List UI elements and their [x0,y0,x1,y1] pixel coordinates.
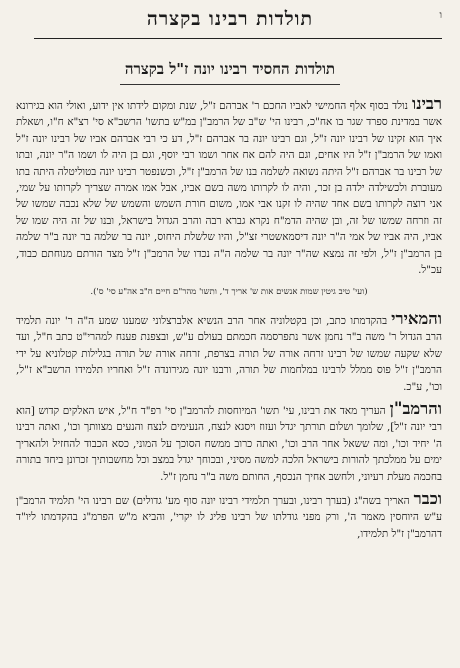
body-text [16,96,442,660]
paragraph-text: העריך מאד את רבינו, עי' תשו' המיוחסות להרמב"ן סי' רפ"ד ח"ל, איש האלקים קדוש [הוא רבי יונה ז"ל], שלומך ושלום תורתך יגדל ועזוז ויסגא לנצח, הנעימים לנצח והנעים מצוותך וכו', ואתה רבינו ה' יחיד וכו', ומה ששאל אחר הרב וכו', ואתה כרוב ממשח הסוכך על המוני, כסא הכבוד להחזיל ולהאריך ימים על ממלכתך להורות בישראל הלכה למשה מסיני, ובכוחך יגדל במצב וכל מחשבותיך זכרונן ביחד בתורה בחכמה מעלת רעיוני, ולחשב אחיך הנכסף, החותם משה ב"ר נחמן ז"ל. [16,404,442,483]
running-header: תולדות רבינו בקצרה [146,8,314,30]
paragraph [16,308,442,395]
paragraph-text: האריך בשה"ג (בערך רבינו, ובערך תלמידי רבינו יונה סוף מע' גדולים) שם רבינו הי' תלמיד הרמב"ן ע"ש היוחסין מאמר ה', ורק מפני גודלתו של רבינו פליג לו יקרי', והביא מ"ש הפרמ"ג בהקדמתו ליו"ד דהרמב"ן ז"ל תלמידו, [16,494,442,540]
section-title: תולדות החסיד רבינו יונה ז"ל בקצרה [124,60,336,78]
paragraph [16,398,442,485]
title-underline [120,84,340,85]
paragraph-lead-word: והרמב"ן [389,398,442,418]
source-note-text: (ועי' טיב גיטין שמות אנשים אות ש' אריך ד', ותשו' מהר"ם חיים ח"ב אה"ע סי' ס'). [90,287,368,298]
header-rule [34,38,442,39]
paragraph-lead-word: רבינו [412,94,442,113]
source-note [16,284,442,300]
paragraph-text: בהקדמתו כתב, וכן בקטלוניה אחר הרב הנשיא אלברצלוני שמענו שמע ה"ה ר' יונה תלמיד הרב הגדול ר' משה ב"ר נחמן אשר נתפרסמה חכמתם בעולם ע"ש, ובצפנת פענח למהרי"ט כתב ח"ל, ועד שלא שקעה שמשו של רבינו זרחה אורה של תורה בצרפת, זרחה אורה של תורה בגלילות קטלוניא על ידי הרמב"ן ז"ל פוס ממלל לרבינו במלחמות של תורה, ורבנו יונה מגירונדה ז"ל ואחריו תלמידו הרשב"א ז"ל, וכו', ע"כ. [16,314,442,393]
paragraph-text: נולד בסוף אלף החמישי לאביו החכם ר' אברהם ז"ל, שנת ומקום לידתו אין ידוע, ואולי הוא בגירונא אשר במדינת ספרד שגר בו אח"כ, רבינו הי' ש"ב של הרמב"ן במ"ש בתשו' הרשב"א סי' רצ"א ח"ו, ושאלת איך הוא זקינו של רבינו יונה ז"ל, וגם רבינו יונה בר אברהם ז"ל, דע כי רבי אברהם אביו של רבינו יונה ז"ל ואמו של הרמב"ן ז"ל היו אחים, וגם היה להם אח אחר ושמו רבי יוסף, וגם בן היה לו ושמו ה"ר יונה, ובתו של רבינו בר אברהם ז"ל היתה נשואה לשלמה בנו של הרמב"ן ז"ל, וכשנפטר רבינו יונה בטוליטלה היתה בתו מעוברת ולכשילדה ילדה בן זכר, והיה לו לקרותו משה בשם אביו, אבל אמו אמרה שצריך לקרותו על שמי, אני רוצה לקרותו בשם אחד שהיה לו זקנו אבי אמו, משום חורת השמש והשמש של שלא נכבה שמשו של זה וזרחה שמשו של זה, ובן שהיה הדמ"ח נקרא גברא רבה והרב הגדול בישראל, ובנו של זה היה שמו של אביו, היה אביו של אמי ה"ר יונה דיסמאשטרי זצ"ל, והיו שלשלת היחוס, יונה בר שלמה בר יונה ב"ר שלמה בן הרמב"ן ז"ל, ולפי זה נמצא שה"ר יונה בר שלמה ה"ה נכדו של הרמב"ן ז"ל מצד הורתם מנוחתם כבוד, עכ"ל. [16,100,442,277]
paragraph [16,96,442,278]
paragraph-lead-word: והמאירי [391,308,442,328]
paragraph [16,488,442,542]
page-number: ו [439,10,442,21]
paragraph-lead-word: וכבר [413,488,442,508]
